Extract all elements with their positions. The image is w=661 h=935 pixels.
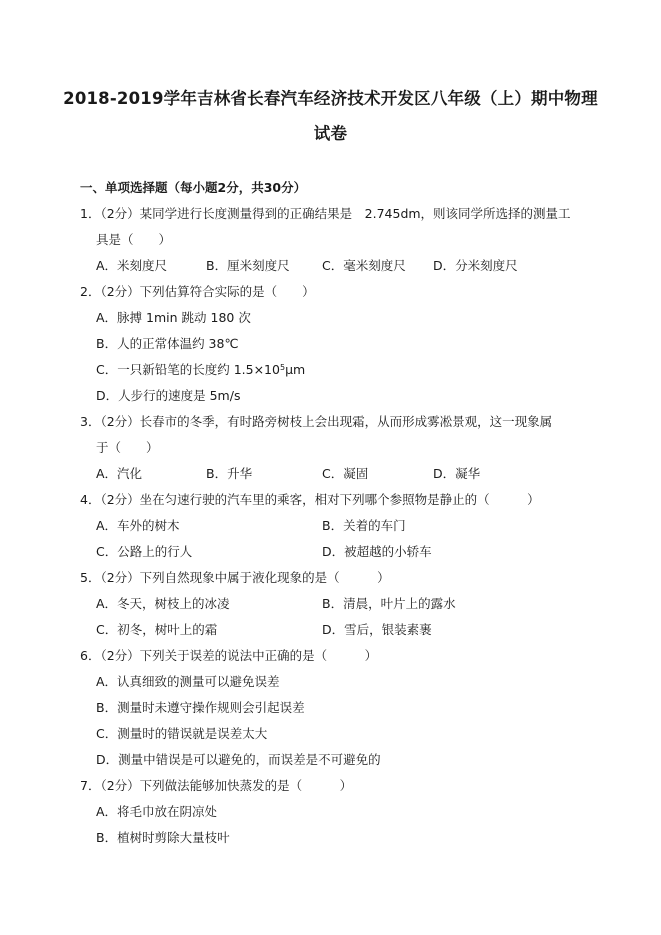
- question-1-option-c: C．毫米刻度尺: [322, 258, 406, 273]
- question-6-option-a: A．认真细致的测量可以避免误差: [96, 674, 280, 689]
- question-6-stem: 6．（2分）下列关于误差的说法中正确的是（ ）: [80, 648, 378, 663]
- question-5-option-b: B．清晨，叶片上的露水: [322, 596, 456, 611]
- question-2-stem: 2．（2分）下列估算符合实际的是（ ）: [80, 284, 315, 299]
- question-6-option-c: C．测量时的错误就是误差太大: [96, 726, 268, 741]
- question-5-stem: 5．（2分）下列自然现象中属于液化现象的是（ ）: [80, 570, 390, 585]
- question-5-option-c: C．初冬，树叶上的霜: [96, 622, 218, 637]
- exam-title-line2: 试卷: [313, 124, 348, 143]
- question-3-option-b: B．升华: [206, 466, 253, 481]
- question-3-option-d: D．凝华: [433, 466, 481, 481]
- question-2-option-b: B．人的正常体温约 38℃: [96, 336, 239, 351]
- question-6-option-b: B．测量时未遵守操作规则会引起误差: [96, 700, 305, 715]
- question-2-option-c: [96, 362, 305, 378]
- question-3-option-c: C．凝固: [322, 466, 369, 481]
- question-1-stem: 1．（2分）某同学进行长度测量得到的正确结果是 2.745dm，则该同学所选择的测量工: [80, 206, 571, 221]
- question-4-option-d: D．被超越的小轿车: [322, 544, 432, 559]
- question-4-option-b: B．关着的车门: [322, 518, 406, 533]
- question-7-option-b: B．植树时剪除大量枝叶: [96, 830, 230, 845]
- question-2-option-c-text: C．一只新铅笔的长度约 1.5×10: [96, 362, 280, 377]
- question-1-option-b: B．厘米刻度尺: [206, 258, 290, 273]
- question-6-option-d: D．测量中错误是可以避免的，而误差是不可避免的: [96, 752, 381, 767]
- question-7-stem: 7．（2分）下列做法能够加快蒸发的是（ ）: [80, 778, 353, 793]
- question-4-stem: 4．（2分）坐在匀速行驶的汽车里的乘客，相对下列哪个参照物是静止的（ ）: [80, 492, 540, 507]
- question-2-option-c-exponent: 5: [279, 363, 286, 372]
- question-3-stem-cont: 于（ ）: [96, 440, 159, 455]
- question-1-stem-cont: 具是（ ）: [96, 232, 172, 247]
- question-2-option-d: D．人步行的速度是 5m/s: [96, 388, 241, 403]
- question-1-option-d: D．分米刻度尺: [433, 258, 518, 273]
- question-4-option-c: C．公路上的行人: [96, 544, 193, 559]
- question-3-option-a: A．汽化: [96, 466, 143, 481]
- question-7-option-a: A．将毛巾放在阴凉处: [96, 804, 218, 819]
- question-1-option-a: A．米刻度尺: [96, 258, 168, 273]
- question-2-option-c-unit: μm: [285, 362, 306, 377]
- exam-title-line1: 2018-2019学年吉林省长春汽车经济技术开发区八年级（上）期中物理: [63, 89, 598, 108]
- question-4-option-a: A．车外的树木: [96, 518, 180, 533]
- question-5-option-a: A．冬天，树枝上的冰凌: [96, 596, 230, 611]
- question-5-option-d: D．雪后，银装素裹: [322, 622, 432, 637]
- question-2-option-a: A．脉搏 1min 跳动 180 次: [96, 310, 251, 325]
- section-heading: 一、单项选择题（每小题2分，共30分）: [80, 180, 307, 195]
- question-3-stem: 3．（2分）长春市的冬季，有时路旁树枝上会出现霜，从而形成雾凇景观，这一现象属: [80, 414, 553, 429]
